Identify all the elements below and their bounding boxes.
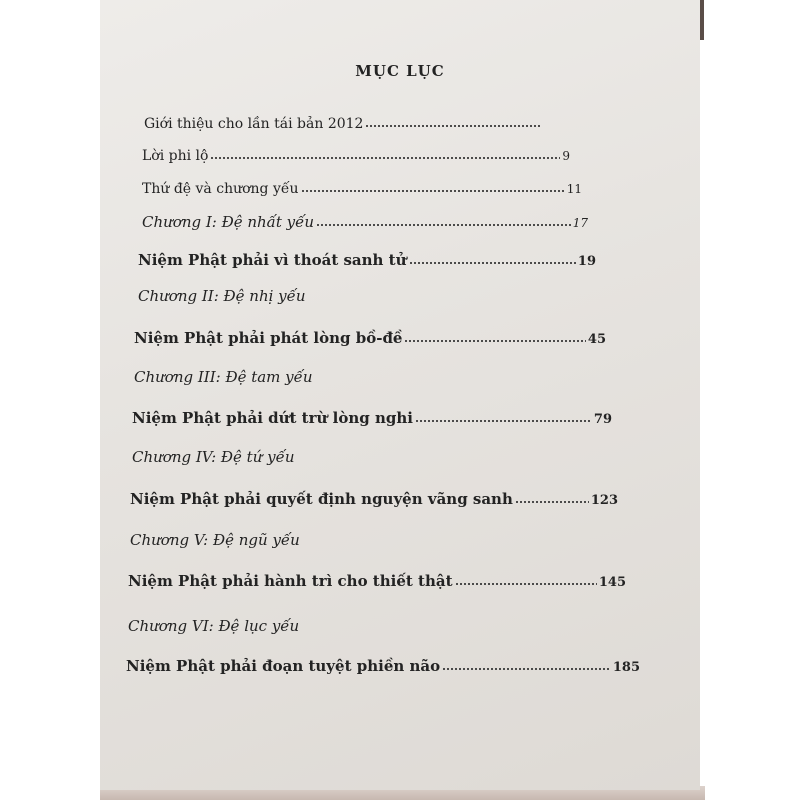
- toc-entry-label: Niệm Phật phải dứt trừ lòng nghi: [132, 409, 413, 427]
- toc-page-number: 45: [587, 332, 606, 347]
- toc-leader-dots: [442, 663, 611, 675]
- toc-entry-label: Niệm Phật phải quyết định nguyện vãng sanh: [130, 490, 513, 508]
- toc-page-number: 9: [562, 149, 570, 163]
- toc-entry-label: Chương V: Đệ ngũ yếu: [130, 531, 300, 549]
- toc-leader-dots: [316, 219, 571, 231]
- toc-entry: [142, 148, 570, 164]
- toc-page-number: 145: [598, 575, 626, 590]
- toc-leader-dots: [515, 496, 589, 508]
- toc-entry-label: Chương III: Đệ tam yếu: [134, 368, 313, 386]
- toc-entry: [128, 617, 428, 635]
- toc-entry-label: Niệm Phật phải hành trì cho thiết thật: [128, 572, 453, 590]
- toc-entry-label: Niệm Phật phải phát lòng bồ-đề: [134, 329, 403, 347]
- toc-title: MỤC LỤC: [355, 62, 445, 80]
- toc-entry-label: Niệm Phật phải vì thoát sanh tử: [138, 251, 407, 269]
- toc-leader-dots: [455, 578, 597, 590]
- toc-entry: [130, 490, 618, 508]
- toc-entry: [144, 116, 544, 132]
- toc-page-number: 123: [590, 493, 618, 508]
- toc-entry-label: Niệm Phật phải đoạn tuyệt phiền não: [126, 657, 441, 675]
- toc-entry: [134, 368, 434, 386]
- toc-leader-dots: [210, 152, 560, 164]
- toc-page-number: 19: [577, 254, 596, 269]
- toc-entry-label: Chương IV: Đệ tứ yếu: [132, 448, 295, 466]
- toc-entry-label: Thứ đệ và chương yếu: [142, 181, 299, 197]
- toc-entry-label: Chương VI: Đệ lục yếu: [128, 617, 300, 635]
- toc-leader-dots: [415, 415, 592, 427]
- toc-entry: [138, 287, 438, 305]
- toc-entry: [134, 329, 606, 347]
- toc-entry: [130, 531, 430, 549]
- toc-entry: [126, 657, 640, 675]
- toc-leader-dots: [365, 120, 542, 132]
- toc-entry-label: Lời phi lộ: [142, 148, 209, 164]
- toc-page-number: 185: [612, 660, 640, 675]
- toc-entry-label: Giới thiệu cho lần tái bản 2012: [144, 116, 364, 132]
- toc-entry-label: Chương II: Đệ nhị yếu: [138, 287, 306, 305]
- toc-entry: [142, 213, 588, 231]
- toc-leader-dots: [409, 257, 576, 269]
- book-page: [100, 0, 700, 790]
- toc-page-number: 79: [593, 412, 612, 427]
- toc-page-number: 17: [572, 216, 588, 230]
- toc-leader-dots: [404, 335, 585, 347]
- toc-entry: [128, 572, 626, 590]
- toc-page-number: 11: [566, 182, 582, 196]
- toc-entry: [142, 181, 582, 197]
- toc-entry-label: Chương I: Đệ nhất yếu: [142, 213, 315, 231]
- toc-entry: [132, 409, 612, 427]
- toc-entry: [138, 251, 596, 269]
- toc-entry: [132, 448, 432, 466]
- toc-leader-dots: [301, 185, 565, 197]
